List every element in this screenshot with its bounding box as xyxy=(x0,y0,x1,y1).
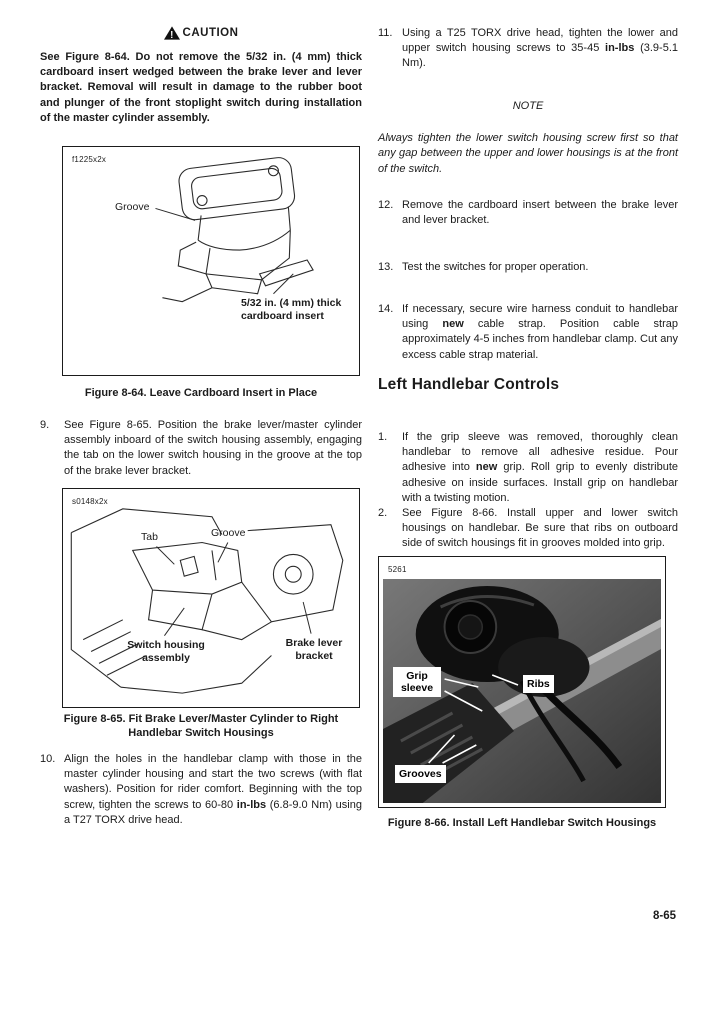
figure-8-66 xyxy=(378,556,666,808)
step-14 xyxy=(378,302,678,363)
step-text: See Figure 8-66. Install upper and lower switch housings on handlebar. Be sure that ribs on outboard side of switch housings fit in grooves molded into grip. xyxy=(402,507,678,550)
handlebar-photo xyxy=(383,579,661,803)
figure-8-64 xyxy=(62,146,360,376)
note-text: Always tighten the lower switch housing screw first so that any gap between the upper and lower housings is at the front of the switch. xyxy=(378,132,678,175)
caution-text: See Figure 8-64. Do not remove the 5/32 in. (4 mm) thick cardboard insert wedged between the brake lever and lever bracket. Removal will result in damage to the rubber boot and plunger of the front stoplight switch during installation of the master cylinder assembly. xyxy=(40,51,362,124)
step-1 xyxy=(378,430,678,506)
figure-code: 5261 xyxy=(388,565,407,574)
page-number: 8-65 xyxy=(652,910,676,922)
step-text: Remove the cardboard insert between the brake lever and lever bracket. xyxy=(402,199,678,227)
callout-cardboard-insert: 5/32 in. (4 mm) thick cardboard insert xyxy=(241,297,342,322)
figure-8-64-caption: Figure 8-64. Leave Cardboard Insert in Place xyxy=(84,387,318,399)
step-12 xyxy=(378,198,678,228)
step-10 xyxy=(40,752,362,828)
figure-code: s0148x2x xyxy=(72,497,108,506)
figure-8-65 xyxy=(62,488,360,708)
step-number: 2. xyxy=(378,507,388,519)
step-number: 9. xyxy=(40,419,50,431)
step-11 xyxy=(378,26,678,72)
callout-switch-housing: Switch housing assembly xyxy=(127,639,205,664)
step-text: If necessary, secure wire harness conduit to handlebar using new cable strap. Position cable strap approximately 4-5 inches from handlebar clamp. Cut any excess cable strap material. xyxy=(402,303,678,361)
caution-label: CAUTION xyxy=(182,27,239,39)
callout-tab: Tab xyxy=(141,531,158,543)
step-number: 1. xyxy=(378,431,388,443)
step-number: 13. xyxy=(378,261,394,273)
figure-code: f1225x2x xyxy=(72,155,107,164)
step-13 xyxy=(378,260,678,275)
figure-8-65-caption: Figure 8-65. Fit Brake Lever/Master Cylinder to Right Handlebar Switch Housings xyxy=(63,713,339,740)
step-number: 14. xyxy=(378,303,394,315)
step-text: Using a T25 TORX drive head, tighten the lower and upper switch housing screws to 35-45 in-lbs (3.9-5.1 Nm). xyxy=(402,27,678,70)
caution-header xyxy=(40,26,362,40)
svg-text:!: ! xyxy=(169,30,174,40)
callout-groove: Groove xyxy=(211,527,246,539)
warning-icon xyxy=(164,26,180,40)
callout-ribs: Ribs xyxy=(523,675,554,693)
callout-groove: Groove xyxy=(115,201,150,213)
callout-grip-sleeve: Grip sleeve xyxy=(393,667,441,697)
step-number: 10. xyxy=(40,753,56,765)
figure-8-66-caption: Figure 8-66. Install Left Handlebar Switch Housings xyxy=(387,817,657,829)
section-heading-left-handlebar-controls: Left Handlebar Controls xyxy=(378,376,560,393)
step-text: If the grip sleeve was removed, thoroughly clean handlebar to remove all adhesive residue. Pour adhesive into new grip. Roll grip to evenly distribute adhesive on inside surfaces. Install grip on handlebar with a twisting motion. xyxy=(402,431,678,504)
step-number: 11. xyxy=(378,27,393,39)
step-text: Align the holes in the handlebar clamp with those in the master cylinder housing and start the two screws (with flat washers). Position for rider comfort. Beginning with the top screw, tighten the screws to 60-80 in-lbs (6.8-9.0 Nm) using a T27 TORX drive head. xyxy=(64,753,362,826)
callout-grooves: Grooves xyxy=(395,765,446,783)
step-9 xyxy=(40,418,362,479)
step-2 xyxy=(378,506,678,552)
callout-brake-lever-bracket: Brake lever bracket xyxy=(285,637,343,662)
step-text: Test the switches for proper operation. xyxy=(402,261,589,273)
step-number: 12. xyxy=(378,199,394,211)
step-text: See Figure 8-65. Position the brake lever/master cylinder assembly inboard of the switch housing assembly, engaging the tab on the lower switch housing in the groove at the top of the brake lever bracket. xyxy=(64,419,362,477)
brake-lever-illustration xyxy=(63,489,359,707)
note-label: NOTE xyxy=(512,100,544,112)
master-cylinder-illustration xyxy=(63,147,359,375)
